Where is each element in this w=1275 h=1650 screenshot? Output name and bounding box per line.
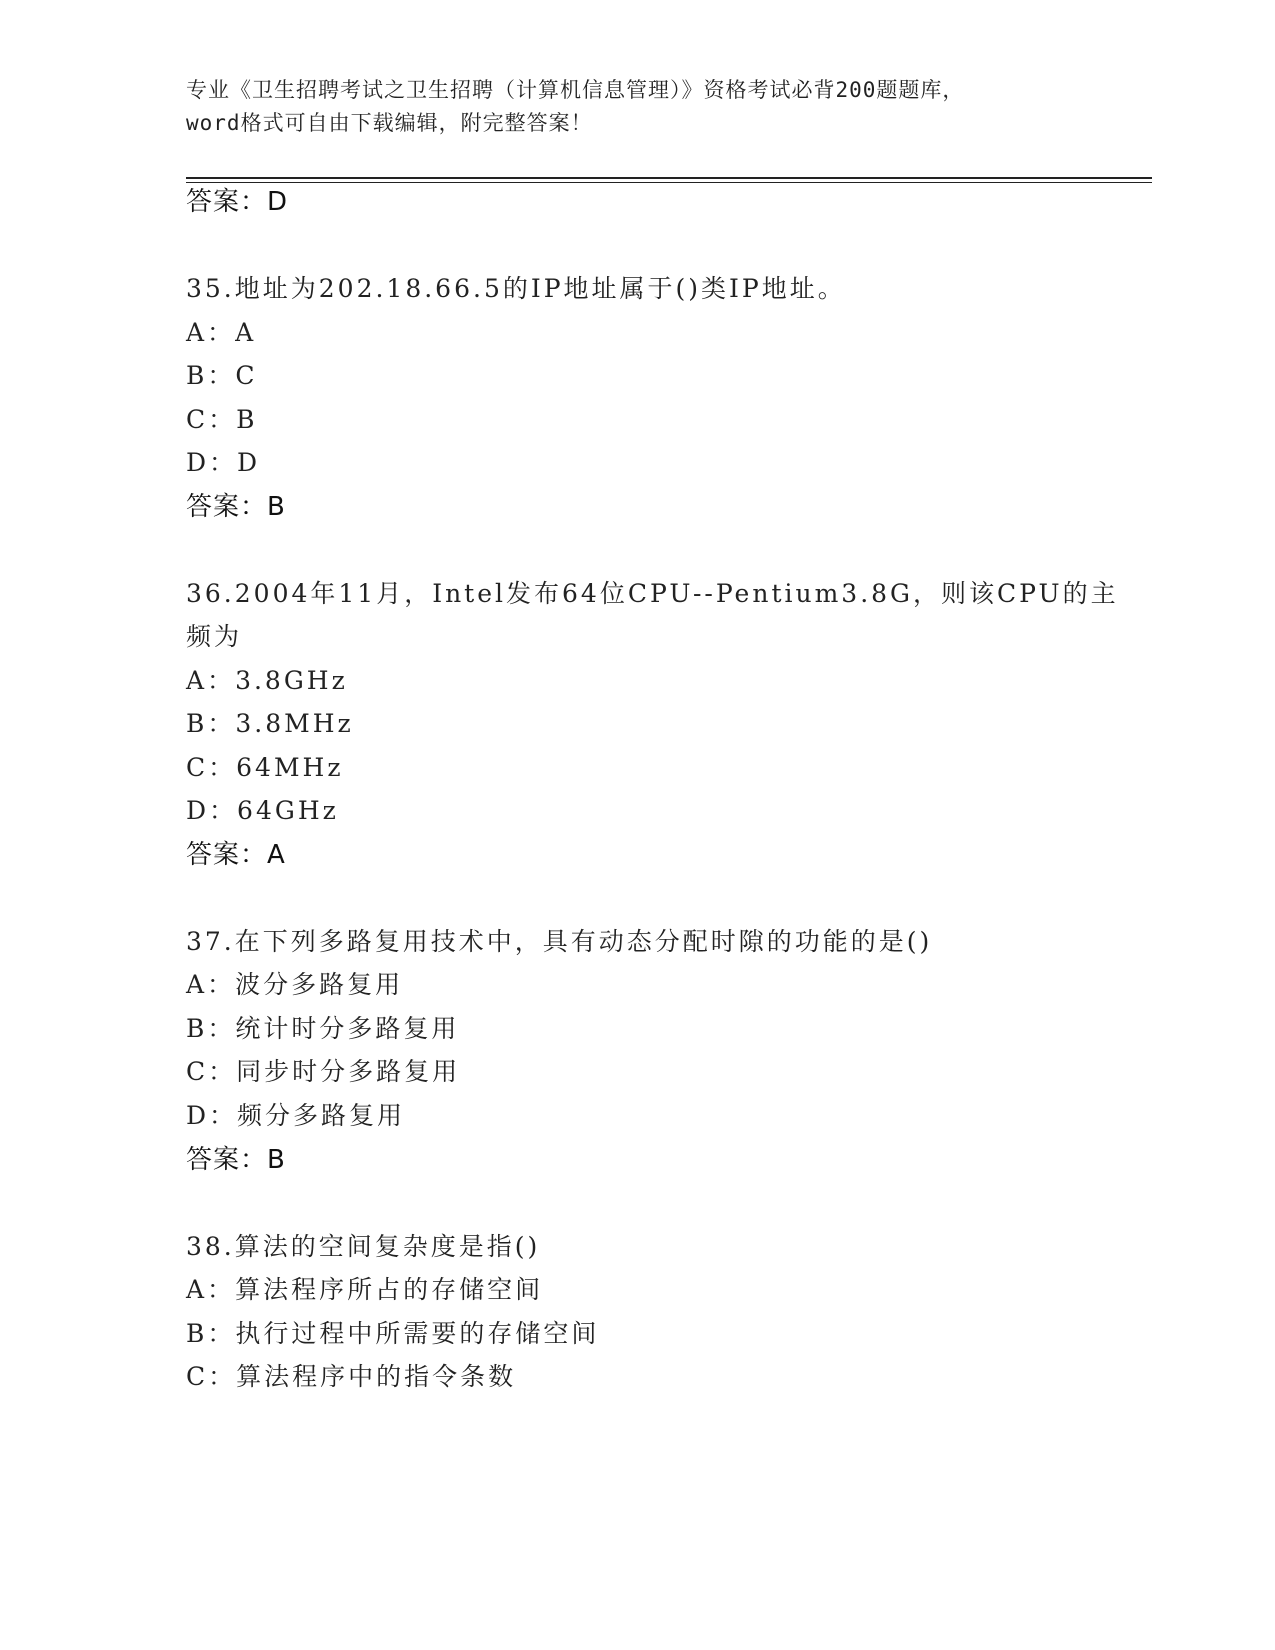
option-text: A	[235, 318, 257, 347]
question-36-option-a	[186, 663, 348, 699]
question-37-option-a	[186, 967, 403, 1003]
option-text: D	[237, 448, 261, 477]
question-35-text: 35.地址为202.18.66.5的IP地址属于()类IP地址。	[186, 274, 846, 303]
question-35-option-d	[186, 445, 260, 481]
previous-answer: 答案：D	[186, 187, 289, 217]
question-37-option-c	[186, 1054, 460, 1090]
question-35-option-c	[186, 402, 258, 438]
question-37-option-b	[186, 1011, 459, 1047]
option-label: D：	[186, 1101, 238, 1130]
question-38-option-c	[186, 1359, 516, 1395]
option-label: C：	[186, 1057, 237, 1086]
question-36-option-c	[186, 750, 344, 786]
option-label: A：	[186, 1275, 236, 1304]
option-text: 3.8GHz	[235, 666, 348, 695]
header-rule-thin	[186, 182, 1152, 183]
option-text: B	[236, 405, 258, 434]
question-36-text-line-1: 36.2004年11月，Intel发布64位CPU--Pentium3.8G，则该CPU的主	[186, 579, 1119, 608]
option-label: D：	[186, 796, 238, 825]
option-label: A：	[186, 970, 236, 999]
option-text: 执行过程中所需要的存储空间	[235, 1319, 600, 1348]
question-36-option-b	[186, 706, 354, 742]
question-36-option-d	[186, 793, 339, 829]
option-label: B：	[186, 1319, 236, 1348]
question-37-text: 37.在下列多路复用技术中，具有动态分配时隙的功能的是()	[186, 927, 933, 956]
question-38-text: 38.算法的空间复杂度是指()	[186, 1232, 541, 1261]
option-label: C：	[186, 1362, 237, 1391]
header-rule-thick	[186, 177, 1152, 179]
question-35-answer: 答案：B	[186, 492, 286, 522]
document-header	[186, 74, 1086, 140]
question-35-option-b	[186, 358, 258, 394]
option-label: A：	[186, 666, 236, 695]
option-text: 频分多路复用	[237, 1101, 406, 1130]
question-36-answer: 答案：A	[186, 840, 286, 870]
header-line-2: word格式可自由下载编辑，附完整答案！	[186, 111, 593, 135]
option-label: B：	[186, 709, 236, 738]
option-text: 统计时分多路复用	[235, 1014, 460, 1043]
option-text: 算法程序中的指令条数	[236, 1362, 517, 1391]
header-line-1: 专业《卫生招聘考试之卫生招聘（计算机信息管理）》资格考试必背200题题库，	[186, 78, 965, 102]
option-text: 64MHz	[236, 753, 344, 782]
question-36-text-line-2: 频为	[186, 622, 243, 651]
option-text: 同步时分多路复用	[236, 1057, 461, 1086]
option-label: C：	[186, 753, 237, 782]
option-label: A：	[186, 318, 236, 347]
option-label: B：	[186, 1014, 236, 1043]
option-label: C：	[186, 405, 237, 434]
option-label: B：	[186, 361, 236, 390]
question-37-answer: 答案：B	[186, 1145, 286, 1175]
question-38-option-b	[186, 1316, 599, 1352]
question-37-option-d	[186, 1098, 405, 1134]
option-text: 波分多路复用	[235, 970, 404, 999]
question-38-option-a	[186, 1272, 543, 1308]
option-text: 算法程序所占的存储空间	[235, 1275, 544, 1304]
option-text: 3.8MHz	[235, 709, 354, 738]
option-label: D：	[186, 448, 238, 477]
option-text: C	[235, 361, 258, 390]
option-text: 64GHz	[237, 796, 339, 825]
question-35-option-a	[186, 315, 256, 351]
